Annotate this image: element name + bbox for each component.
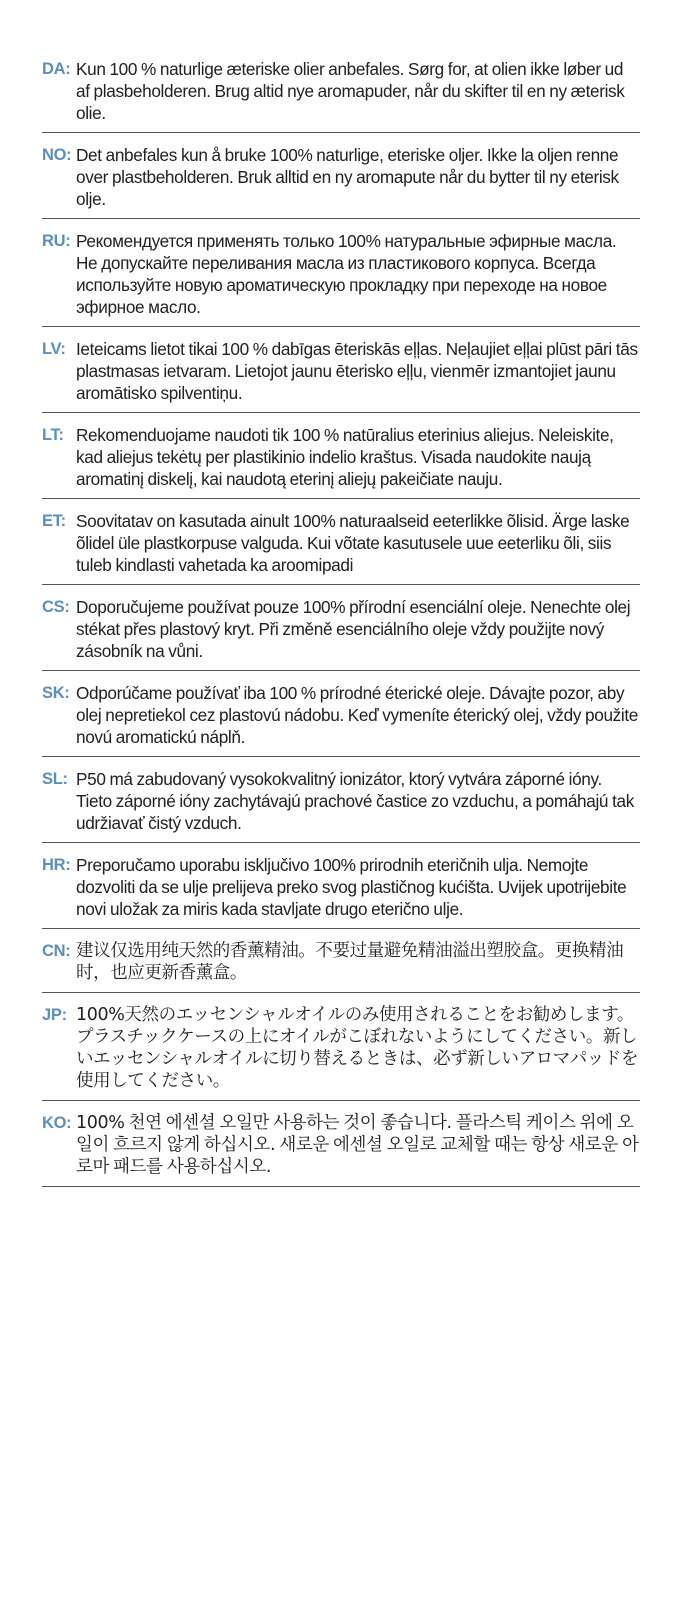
- entry-text: 100%天然のエッセンシャルオイルのみ使用されることをお勧めします。プラスチックケースの上にオイルがこぼれないようにしてください。新しいエッセンシャルオイルに切り替えるときは、必ず新しいアロマパッドを使用してください。: [76, 1005, 639, 1091]
- entry-text: Rekomenduojame naudoti tik 100 % natūralius eterinius aliejus. Neleiskite, kad aliejus tekėtų per plastikinio indelio kraštus. Visada naudokite naują aromatinį diskelį, kai naudotą eterinį aliejų pakeičiate nauju.: [76, 425, 614, 489]
- entry-sl: [42, 766, 640, 843]
- entry-text: Det anbefales kun å bruke 100% naturlige, eteriske oljer. Ikke la oljen renne over plastbeholderen. Bruk alltid en ny aromapute når du bytter til ny eterisk olje.: [76, 145, 619, 209]
- language-code: DA:: [42, 60, 71, 78]
- entry-text: Preporučamo uporabu isključivo 100% prirodnih eteričnih ulja. Nemojte dozvoliti da se ulje prelijeva preko svog plastičnog kućišta. Uvijek upotrijebite novi uložak za miris kada stavljate drugo eterično ulje.: [76, 855, 627, 919]
- entry-ru: [42, 228, 640, 327]
- entry-text: 建议仅选用纯天然的香薰精油。不要过量避免精油溢出塑胶盒。更换精油时，也应更新香薰盒。: [76, 941, 624, 983]
- language-code: LT:: [42, 426, 64, 444]
- entry-da: [42, 56, 640, 133]
- language-code: SL:: [42, 770, 68, 788]
- entry-text: Ieteicams lietot tikai 100 % dabīgas ēteriskās eļļas. Neļaujiet eļļai plūst pāri tās plastmasas ietvaram. Lietojot jaunu ēterisko eļļu, vienmēr izmantojiet jaunu aromātisko spilventiņu.: [76, 339, 638, 403]
- entry-no: [42, 142, 640, 219]
- entry-lv: [42, 336, 640, 413]
- entry-text: Odporúčame používať iba 100 % prírodné éterické oleje. Dávajte pozor, aby olej nepretiekol cez plastovú nádobu. Keď vymeníte éterický olej, vždy použite novú aromatickú náplň.: [76, 683, 639, 747]
- entry-text: Soovitatav on kasutada ainult 100% naturaalseid eeterlikke õlisid. Ärge laske õlidel üle plastkorpuse valguda. Kui võtate kasutusele uue eeterliku õli, siis tuleb kindlasti vahetada ka aroomipadi: [76, 511, 630, 575]
- language-code: LV:: [42, 340, 66, 358]
- language-code: CN:: [42, 942, 71, 960]
- entry-sk: [42, 680, 640, 757]
- language-code: HR:: [42, 856, 71, 874]
- entry-cn: [42, 938, 640, 993]
- entry-text: P50 má zabudovaný vysokokvalitný ionizátor, ktorý vytvára záporné ióny. Tieto záporné ióny zachytávajú prachové častice zo vzduchu, a pomáhajú tak udržiavať čistý vzduch.: [76, 769, 634, 833]
- entry-text: Рекомендуется применять только 100% натуральные эфирные масла. Не допускайте переливания масла из пластикового корпуса. Всегда используйте новую ароматическую прокладку при переходе на новое эфирное масло.: [76, 231, 617, 317]
- instruction-document: [42, 56, 640, 1196]
- language-code: SK:: [42, 684, 70, 702]
- language-code: ET:: [42, 512, 66, 530]
- language-code: CS:: [42, 598, 70, 616]
- entry-text: 100% 천연 에센셜 오일만 사용하는 것이 좋습니다. 플라스틱 케이스 위에 오일이 흐르지 않게 하십시오. 새로운 에센셜 오일로 교체할 때는 항상 새로운 아로마 패드를 사용하십시오.: [76, 1113, 639, 1177]
- language-code: NO:: [42, 146, 72, 164]
- entry-cs: [42, 594, 640, 671]
- entry-text: Kun 100 % naturlige æteriske olier anbefales. Sørg for, at olien ikke løber ud af plasbeholderen. Brug altid nye aromapuder, når du skifter til en ny æterisk olie.: [76, 59, 625, 123]
- entry-et: [42, 508, 640, 585]
- language-code: RU:: [42, 232, 71, 250]
- language-code: KO:: [42, 1114, 72, 1132]
- entry-text: Doporučujeme používat pouze 100% přírodní esenciální oleje. Nenechte olej stékat přes plastový kryt. Při změně esenciálního oleje vždy použijte nový zásobník na vůni.: [76, 597, 631, 661]
- entry-jp: [42, 1002, 640, 1101]
- entry-lt: [42, 422, 640, 499]
- entry-hr: [42, 852, 640, 929]
- language-code: JP:: [42, 1006, 67, 1024]
- entry-ko: [42, 1110, 640, 1187]
